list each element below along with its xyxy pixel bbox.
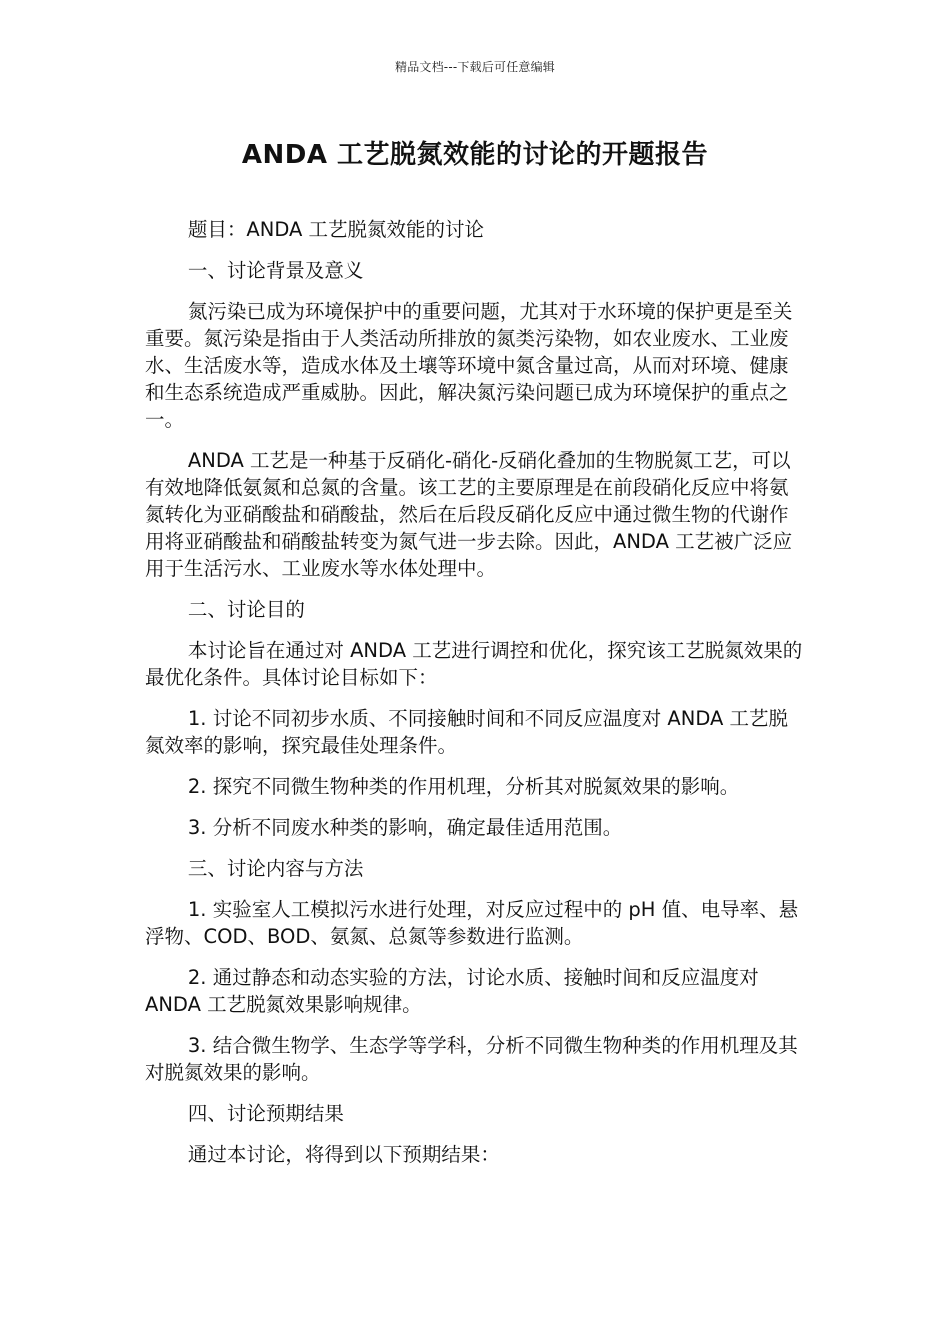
list-item-method-1: 1. 实验室人工模拟污水进行处理，对反应过程中的 pH 值、电导率、悬浮物、COD、BOD、氨氮、总氮等参数进行监测。 (145, 898, 799, 948)
header-note: 精品文档---下载后可任意编辑 (395, 60, 555, 74)
section-heading-methods: 三、讨论内容与方法 (187, 857, 364, 880)
section-heading-results: 四、讨论预期结果 (187, 1102, 344, 1125)
section-heading-background: 一、讨论背景及意义 (187, 259, 364, 282)
paragraph-background-1: 氮污染已成为环境保护中的重要问题，尤其对于水环境的保护更是至关重要。氮污染是指由于人类活动所排放的氮类污染物，如农业废水、工业废水、生活废水等，造成水体及土壤等环境中氮含量过高，从而对环境、健康和生态系统造成严重威胁。因此，解决氮污染问题已成为环境保护的重点之一。 (145, 300, 793, 431)
document-body (145, 216, 805, 1182)
list-item-method-2: 2. 通过静态和动态实验的方法，讨论水质、接触时间和反应温度对 ANDA 工艺脱氮效果影响规律。 (145, 966, 759, 1016)
list-item-method-3: 3. 结合微生物学、生态学等学科，分析不同微生物种类的作用机理及其对脱氮效果的影响。 (145, 1034, 798, 1084)
paragraph-background-2: ANDA 工艺是一种基于反硝化-硝化-反硝化叠加的生物脱氮工艺，可以有效地降低氨氮和总氮的含量。该工艺的主要原理是在前段硝化反应中将氨氮转化为亚硝酸盐和硝酸盐，然后在后段反硝化反应中通过微生物的代谢作用将亚硝酸盐和硝酸盐转变为氮气进一步去除。因此，ANDA 工艺被广泛应用于生活污水、工业废水等水体处理中。 (145, 449, 793, 580)
list-item-purpose-3: 3. 分析不同废水种类的影响，确定最佳适用范围。 (187, 816, 623, 839)
list-item-purpose-1: 1. 讨论不同初步水质、不同接触时间和不同反应温度对 ANDA 工艺脱氮效率的影响，探究最佳处理条件。 (145, 707, 789, 757)
topic-line: 题目：ANDA 工艺脱氮效能的讨论 (187, 218, 485, 241)
page-title: ANDA 工艺脱氮效能的讨论的开题报告 (241, 140, 709, 170)
list-item-purpose-2: 2. 探究不同微生物种类的作用机理，分析其对脱氮效果的影响。 (187, 775, 740, 798)
paragraph-results: 通过本讨论，将得到以下预期结果： (187, 1143, 500, 1166)
paragraph-purpose: 本讨论旨在通过对 ANDA 工艺进行调控和优化，探究该工艺脱氮效果的最优化条件。具体讨论目标如下： (145, 639, 803, 689)
section-heading-purpose: 二、讨论目的 (187, 598, 305, 621)
